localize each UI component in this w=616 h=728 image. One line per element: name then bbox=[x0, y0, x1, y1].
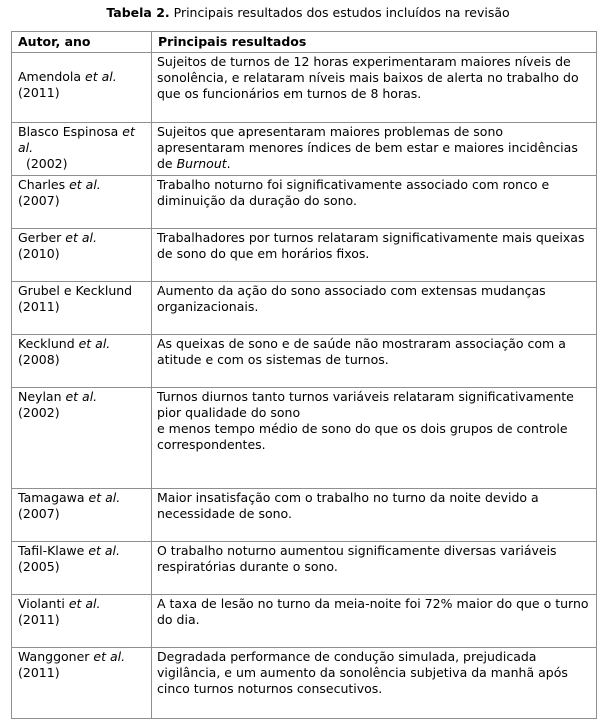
result-cell bbox=[152, 595, 597, 648]
author-cell bbox=[12, 335, 152, 388]
table-row bbox=[12, 176, 597, 229]
result-text: Trabalho noturno foi significativamente associado com ronco e diminuição da duração do sono. bbox=[157, 177, 550, 208]
result-cell bbox=[152, 229, 597, 282]
result-text: A taxa de lesão no turno da meia-noite foi 72% maior do que o turno do dia. bbox=[157, 596, 589, 627]
header-results: Principais resultados bbox=[152, 32, 597, 53]
caption-text: Principais resultados dos estudos incluídos na revisão bbox=[169, 5, 510, 20]
result-text: Maior insatisfação com o trabalho no turno da noite devido a necessidade de sono. bbox=[157, 490, 539, 521]
result-cell bbox=[152, 123, 597, 176]
table-row bbox=[12, 489, 597, 542]
result-text-end: . bbox=[226, 156, 231, 171]
author-name: Kecklund bbox=[18, 336, 79, 351]
table-row bbox=[12, 388, 597, 489]
table-row bbox=[12, 542, 597, 595]
author-cell bbox=[12, 388, 152, 489]
author-etal: et al. bbox=[88, 543, 120, 558]
result-text: Trabalhadores por turnos relataram significativamente mais queixas de sono do que em horários fixos. bbox=[157, 230, 585, 261]
author-year: (2011) bbox=[18, 612, 60, 627]
result-cell bbox=[152, 648, 597, 719]
result-text: Sujeitos que apresentaram maiores problemas de sono apresentaram menores índices de bem estar e maiores incidências de bbox=[157, 124, 578, 171]
author-year: (2011) bbox=[18, 299, 60, 314]
author-year: (2002) bbox=[18, 156, 68, 171]
author-cell bbox=[12, 53, 152, 123]
author-name: Grubel e Kecklund bbox=[18, 283, 133, 298]
author-year: (2008) bbox=[18, 352, 60, 367]
result-cell bbox=[152, 388, 597, 489]
header-author: Autor, ano bbox=[12, 32, 152, 53]
result-text: Sujeitos de turnos de 12 horas experimentaram maiores níveis de sonolência, e relataram níveis mais baixos de alerta no trabalho do que os funcionários em turnos de 8 horas. bbox=[157, 54, 579, 101]
result-text: Aumento da ação do sono associado com extensas mudanças organizacionais. bbox=[157, 283, 546, 314]
header-row bbox=[12, 32, 597, 53]
table-caption bbox=[0, 4, 616, 22]
author-name: Wanggoner bbox=[18, 649, 94, 664]
result-cell bbox=[152, 542, 597, 595]
result-text: O trabalho noturno aumentou significamente diversas variáveis respiratórias durante o sono. bbox=[157, 543, 557, 574]
table-row bbox=[12, 229, 597, 282]
author-etal: et al. bbox=[65, 230, 97, 245]
caption-label: Tabela 2. bbox=[106, 5, 170, 20]
author-year: (2011) bbox=[18, 665, 60, 680]
author-year: (2007) bbox=[18, 193, 60, 208]
result-text: Turnos diurnos tanto turnos variáveis relataram significativamente pior qualidade do sono e menos tempo médio de sono do que os dois grupos de controle correspondentes. bbox=[157, 389, 574, 452]
author-year: (2002) bbox=[18, 405, 60, 420]
result-cell bbox=[152, 489, 597, 542]
author-cell bbox=[12, 229, 152, 282]
author-name: Charles bbox=[18, 177, 70, 192]
table-row bbox=[12, 595, 597, 648]
author-year: (2005) bbox=[18, 559, 60, 574]
author-etal: et al. bbox=[69, 177, 101, 192]
author-cell bbox=[12, 176, 152, 229]
author-name: Violanti bbox=[18, 596, 69, 611]
author-etal: et al. bbox=[18, 124, 135, 155]
author-cell bbox=[12, 282, 152, 335]
table-row bbox=[12, 335, 597, 388]
author-etal: et al. bbox=[85, 69, 117, 84]
author-name: Amendola bbox=[18, 69, 86, 84]
result-cell bbox=[152, 176, 597, 229]
author-etal: et al. bbox=[88, 490, 121, 505]
author-cell bbox=[12, 595, 152, 648]
result-cell bbox=[152, 335, 597, 388]
author-name: Tamagawa bbox=[18, 490, 89, 505]
author-etal: et al. bbox=[93, 649, 126, 664]
author-year: (2007) bbox=[18, 506, 60, 521]
author-etal: et al. bbox=[68, 596, 101, 611]
result-emphasis: Burnout bbox=[176, 156, 227, 171]
author-name: Tafil-Klawe bbox=[18, 543, 89, 558]
result-cell bbox=[152, 282, 597, 335]
author-year: (2011) bbox=[18, 85, 60, 100]
table-body bbox=[12, 53, 597, 719]
result-text: Degradada performance de condução simulada, prejudicada vigilância, e um aumento da sonolência subjetiva da manhã após cinco turnos noturnos consecutivos. bbox=[157, 649, 568, 696]
author-cell bbox=[12, 489, 152, 542]
table-row bbox=[12, 282, 597, 335]
result-cell bbox=[152, 53, 597, 123]
author-name: Blasco Espinosa bbox=[18, 124, 123, 139]
author-cell bbox=[12, 648, 152, 719]
author-cell bbox=[12, 542, 152, 595]
author-name: Neylan bbox=[18, 389, 66, 404]
results-table bbox=[11, 31, 597, 719]
table-row bbox=[12, 53, 597, 123]
author-cell bbox=[12, 123, 152, 176]
author-etal: et al. bbox=[78, 336, 111, 351]
result-text: As queixas de sono e de saúde não mostraram associação com a atitude e com os sistemas de turnos. bbox=[157, 336, 566, 367]
author-year: (2010) bbox=[18, 246, 60, 261]
table-row bbox=[12, 648, 597, 719]
author-name: Gerber bbox=[18, 230, 66, 245]
author-etal: et al. bbox=[65, 389, 98, 404]
table-row bbox=[12, 123, 597, 176]
